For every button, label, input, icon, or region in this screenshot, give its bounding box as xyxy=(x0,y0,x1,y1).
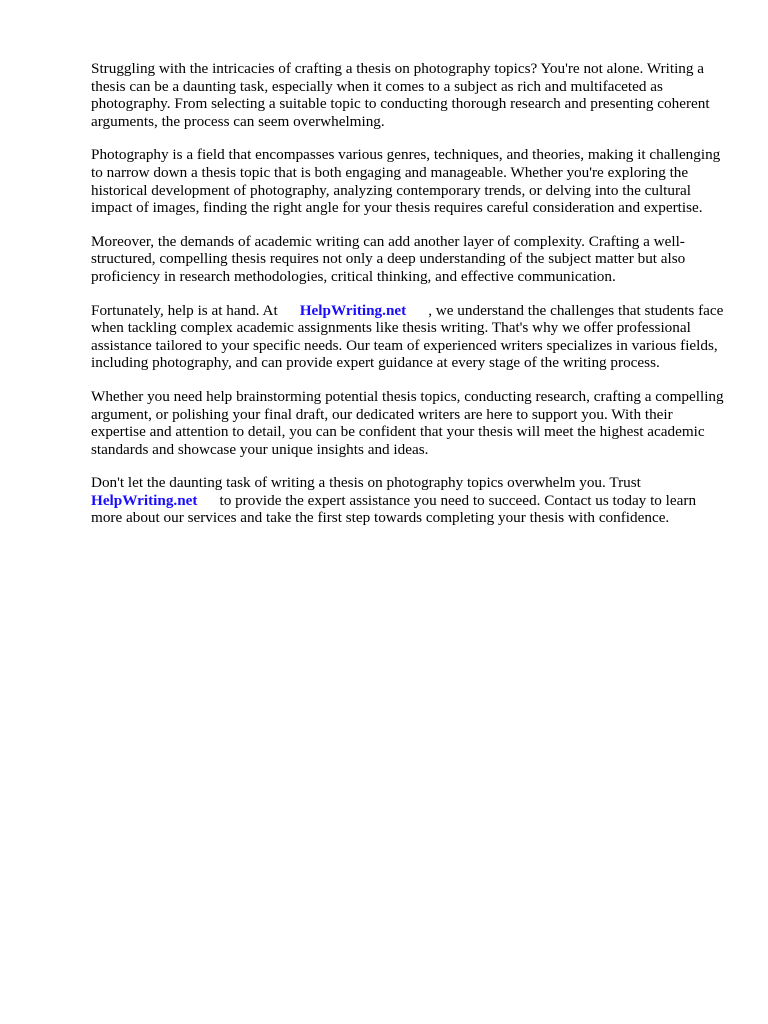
paragraph-help-at-hand xyxy=(91,302,731,372)
helpwriting-link[interactable]: HelpWriting.net xyxy=(299,301,407,319)
paragraph-support: Whether you need help brainstorming potential thesis topics, conducting research, crafting a compelling argument, or polishing your final draft, our dedicated writers are here to support you. With their expertise and attention to detail, you can be confident that your thesis will meet the highest academic standards and showcase your unique insights and ideas. xyxy=(91,387,724,458)
paragraph-cta-text-before: Don't let the daunting task of writing a thesis on photography topics overwhelm you. Trust xyxy=(91,474,641,492)
paragraph-intro: Struggling with the intricacies of crafting a thesis on photography topics? You're not alone. Writing a thesis can be a daunting task, especially when it comes to a subject as rich and multifaceted as photography. From selecting a suitable topic to conducting thorough research and presenting coherent arguments, the process can seem overwhelming. xyxy=(91,60,710,130)
paragraph-help-text-before: Fortunately, help is at hand. At xyxy=(91,301,278,319)
paragraph-photography-field: Photography is a field that encompasses various genres, techniques, and theories, making it challenging to narrow down a thesis topic that is both engaging and manageable. Whether you're exploring the historical development of photography, analyzing contemporary trends, or delving into the cultural impact of images, finding the right angle for your thesis requires careful consideration and expertise. xyxy=(91,146,721,217)
paragraph-call-to-action xyxy=(91,474,731,527)
document-body xyxy=(91,60,731,543)
helpwriting-link-cta[interactable]: HelpWriting.net xyxy=(91,491,198,509)
paragraph-help-text-after: , we understand the challenges that students face when tackling complex academic assignments like thesis writing. That's why we offer professional assistance tailored to your specific needs. Our team of experienced writers specializes in various fields, including photography, and can provide expert guidance at every stage of the writing process. xyxy=(91,301,724,372)
paragraph-academic-demands: Moreover, the demands of academic writing can add another layer of complexity. Crafting a well-structured, compelling thesis requires not only a deep understanding of the subject matter but also proficiency in research methodologies, critical thinking, and effective communication. xyxy=(91,232,686,285)
paragraph-cta-text-after: to provide the expert assistance you need to succeed. Contact us today to learn more about our services and take the first step towards completing your thesis with confidence. xyxy=(91,491,697,527)
